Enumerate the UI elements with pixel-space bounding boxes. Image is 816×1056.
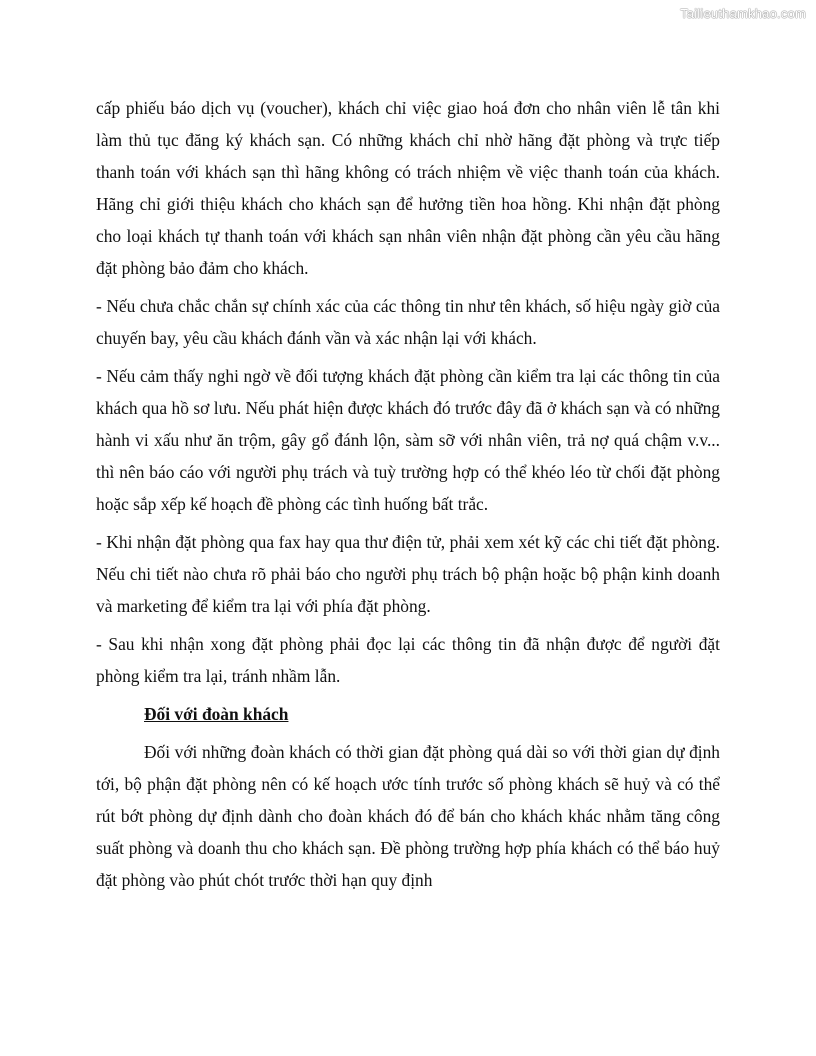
document-body bbox=[96, 92, 720, 902]
paragraph-suspicious-guest: - Nếu cảm thấy nghi ngờ về đối tượng khách đặt phòng cần kiểm tra lại các thông tin của khách qua hồ sơ lưu. Nếu phát hiện được khách đó trước đây đã ở khách sạn và có những hành vi xấu như ăn trộm, gây gổ đánh lộn, sàm sỡ với nhân viên, trả nợ quá chậm v.v... thì nên báo cáo với người phụ trách và tuỳ trường hợp có thể khéo léo từ chối đặt phòng hoặc sắp xếp kế hoạch đề phòng các tình huống bất trắc. bbox=[96, 366, 720, 514]
paragraph-fax-email: - Khi nhận đặt phòng qua fax hay qua thư điện tử, phải xem xét kỹ các chi tiết đặt phòng. Nếu chi tiết nào chưa rõ phải báo cho người phụ trách bộ phận hoặc bộ phận kinh doanh và marketing để kiểm tra lại với phía đặt phòng. bbox=[96, 532, 720, 616]
paragraph-verify-info: - Nếu chưa chắc chắn sự chính xác của các thông tin như tên khách, số hiệu ngày giờ của chuyến bay, yêu cầu khách đánh vần và xác nhận lại với khách. bbox=[96, 296, 720, 348]
paragraph-group-bookings: Đối với những đoàn khách có thời gian đặt phòng quá dài so với thời gian dự định tới, bộ phận đặt phòng nên có kế hoạch ước tính trước số phòng khách sẽ huỷ và có thể rút bớt phòng dự định dành cho đoàn khách đó để bán cho khách khác nhằm tăng công suất phòng và doanh thu cho khách sạn. Đề phòng trường hợp phía khách có thể báo huỷ đặt phòng vào phút chót trước thời hạn quy định bbox=[96, 742, 720, 890]
section-heading-group: Đối với đoàn khách bbox=[144, 704, 289, 724]
paragraph-read-back: - Sau khi nhận xong đặt phòng phải đọc lại các thông tin đã nhận được để người đặt phòng kiểm tra lại, tránh nhầm lẫn. bbox=[96, 634, 720, 686]
watermark: Tailieuthamkhao.com bbox=[680, 6, 806, 21]
paragraph-voucher: cấp phiếu báo dịch vụ (voucher), khách chỉ việc giao hoá đơn cho nhân viên lễ tân khi làm thủ tục đăng ký khách sạn. Có những khách chỉ nhờ hãng đặt phòng và trực tiếp thanh toán với khách sạn thì hãng không có trách nhiệm về việc thanh toán của khách. Hãng chỉ giới thiệu khách cho khách sạn để hưởng tiền hoa hồng. Khi nhận đặt phòng cho loại khách tự thanh toán với khách sạn nhân viên nhận đặt phòng cần yêu cầu hãng đặt phòng bảo đảm cho khách. bbox=[96, 98, 720, 278]
